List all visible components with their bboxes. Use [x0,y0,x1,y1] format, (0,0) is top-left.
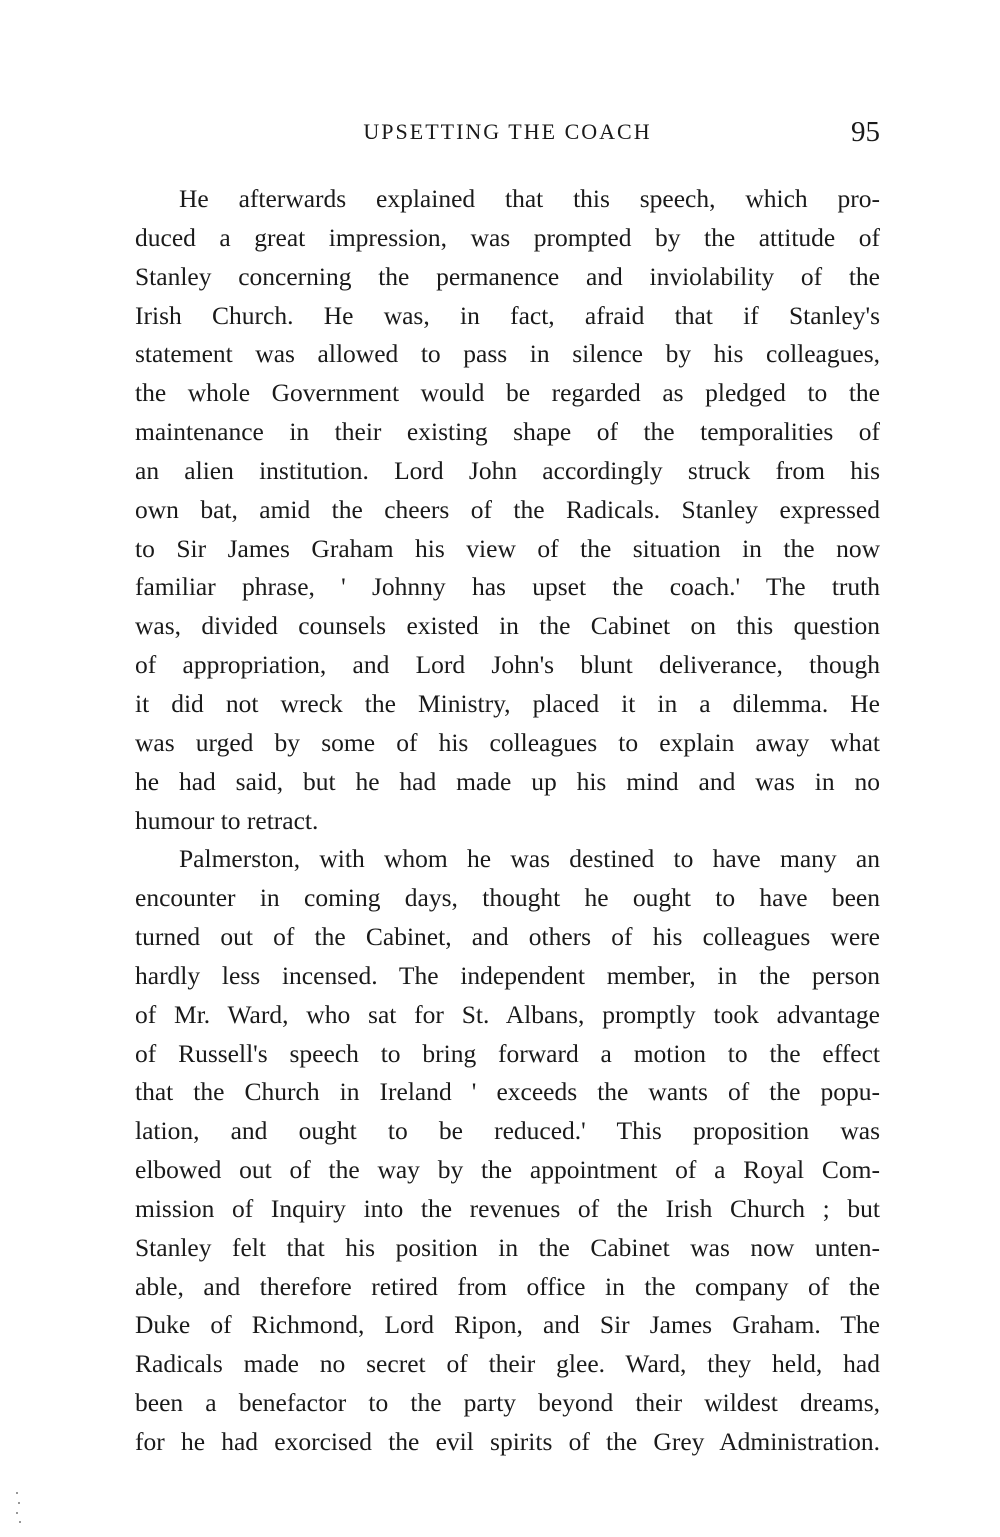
text-line: an alien institution. Lord John accordingly struck from his [135,455,880,485]
text-line: to Sir James Graham his view of the situation in the now [135,533,880,563]
text-line: of appropriation, and Lord John's blunt deliverance, though [135,650,880,680]
text-line: Stanley felt that his position in the Cabinet was now unten- [135,1232,880,1262]
text-line: hardly less incensed. The independent member, in the person [135,960,880,990]
text-line: of Russell's speech to bring forward a motion to the effect [135,1038,880,1068]
scan-specks [14,1488,24,1528]
text-line: He afterwards explained that this speech, which pro- [179,184,880,213]
text-line: that the Church in Ireland ' exceeds the wants of the popu- [135,1077,880,1107]
paragraph-1 [135,180,880,840]
text-line: Duke of Richmond, Lord Ripon, and Sir James Graham. The [135,1310,880,1340]
running-title: UPSETTING THE COACH [363,119,652,144]
text-line: the whole Government would be regarded as pledged to the [135,378,880,408]
text-line: he had said, but he had made up his mind and was in no [135,766,880,796]
text-line: maintenance in their existing shape of the temporalities of [135,417,880,447]
text-line: for he had exorcised the evil spirits of the Grey Administration. [135,1427,880,1456]
text-line: Palmerston, with whom he was destined to have many an [179,844,880,874]
text-line: Stanley concerning the permanence and inviolability of the [135,261,880,291]
paragraph-2 [135,840,880,1462]
text-line: own bat, amid the cheers of the Radicals. Stanley expressed [135,494,880,524]
text-line: was, divided counsels existed in the Cabinet on this question [135,611,880,641]
text-line: familiar phrase, ' Johnny has upset the coach.' The truth [135,572,880,602]
text-line: elbowed out of the way by the appointment of a Royal Com- [135,1155,880,1185]
text-line: turned out of the Cabinet, and others of his colleagues were [135,922,880,952]
text-line: humour to retract. [135,805,319,835]
page-number: 95 [851,116,880,148]
body-text [135,180,880,1462]
text-line: mission of Inquiry into the revenues of the Irish Church ; but [135,1193,880,1223]
text-line: statement was allowed to pass in silence by his colleagues, [135,339,880,369]
text-line: of Mr. Ward, who sat for St. Albans, promptly took advantage [135,999,880,1029]
text-line: duced a great impression, was prompted by the attitude of [135,222,880,252]
text-line: was urged by some of his colleagues to explain away what [135,727,880,757]
text-line: Irish Church. He was, in fact, afraid that if Stanley's [135,300,880,330]
text-line: been a benefactor to the party beyond their wildest dreams, [135,1388,880,1418]
text-line: encounter in coming days, thought he ought to have been [135,883,880,913]
text-line: lation, and ought to be reduced.' This proposition was [135,1116,880,1146]
text-line: Radicals made no secret of their glee. Ward, they held, had [135,1349,880,1379]
text-line: it did not wreck the Ministry, placed it in a dilemma. He [135,688,880,718]
text-line: able, and therefore retired from office in the company of the [135,1271,880,1301]
running-head [135,116,880,148]
